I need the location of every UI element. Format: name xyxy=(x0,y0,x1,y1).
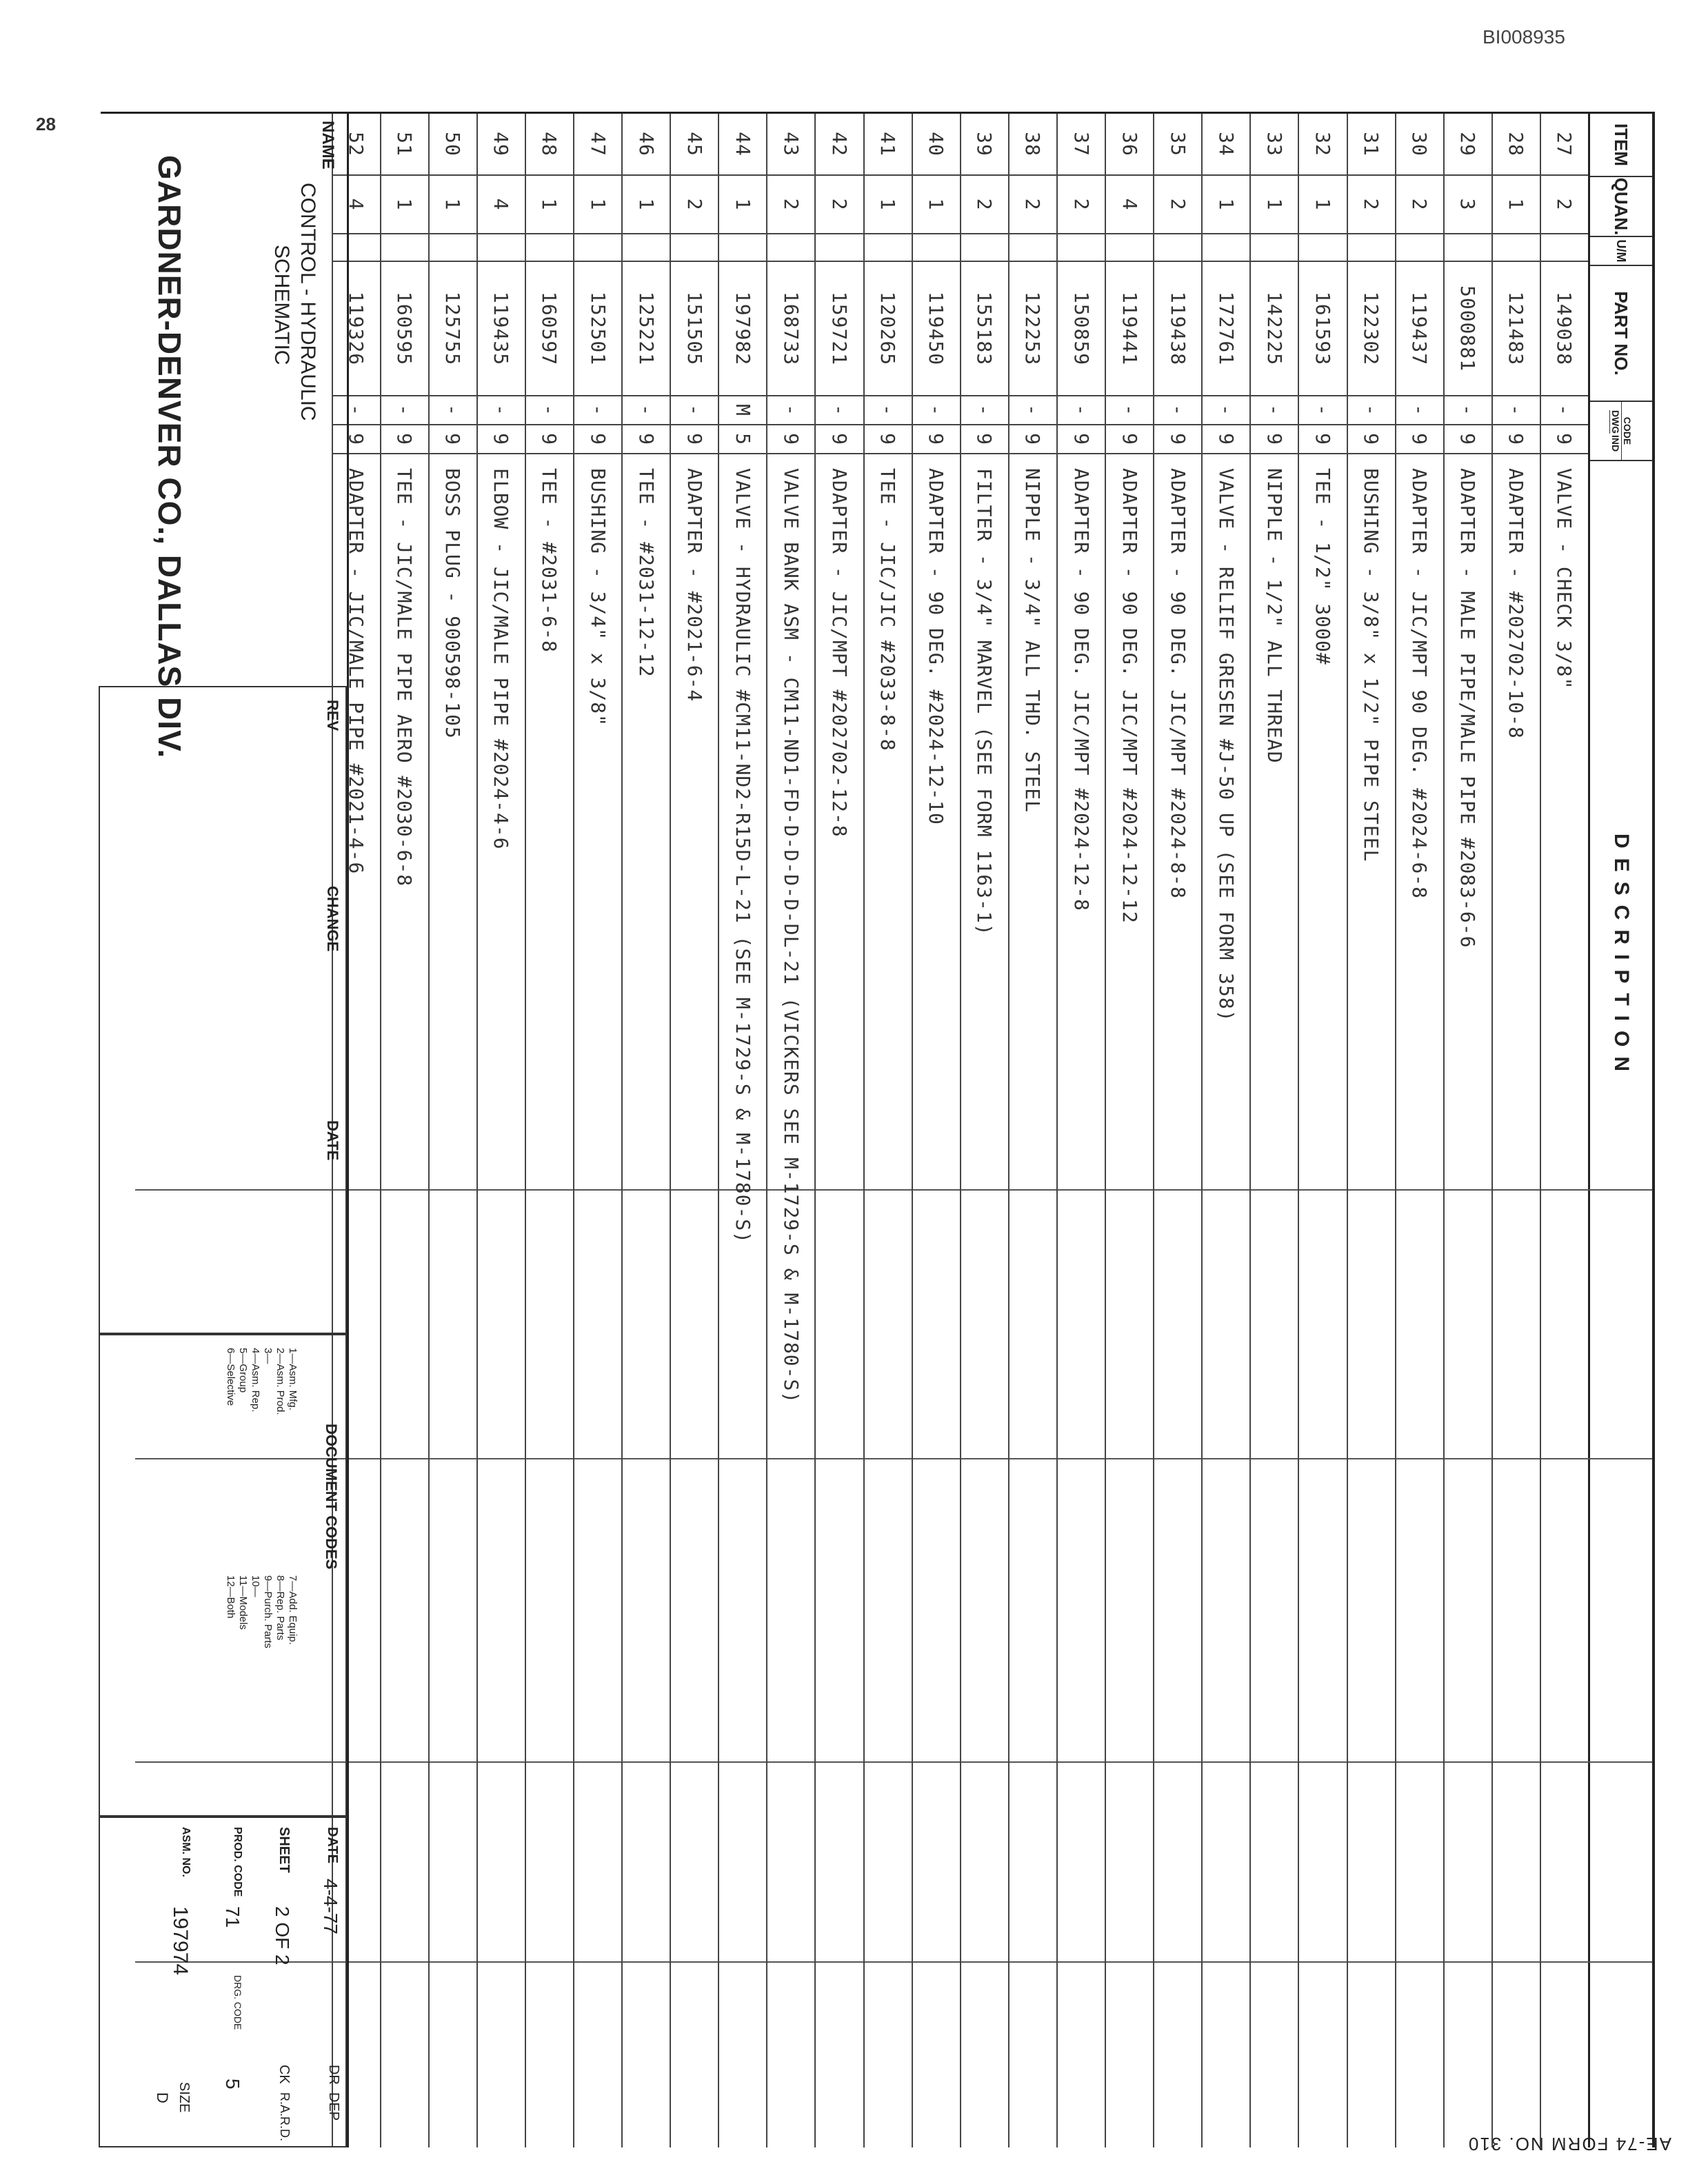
drg-code-value: 5 xyxy=(222,2079,243,2090)
code-dwg-cell: - xyxy=(333,396,380,425)
quantity-cell: 4 xyxy=(333,176,380,234)
table-row xyxy=(621,114,670,2147)
code-ind-cell: 9 xyxy=(865,425,912,454)
title-block xyxy=(99,114,349,2147)
sheet-frame xyxy=(101,112,1655,2147)
quantity-cell: 1 xyxy=(623,176,670,234)
part-number-cell: 168733 xyxy=(767,262,814,396)
ck-label: CK xyxy=(277,2065,292,2084)
document-code-entry: 2—Asm. Prod. xyxy=(274,1348,286,1415)
header-code-ind: IND xyxy=(1610,435,1621,452)
item-cell: 50 xyxy=(430,114,476,176)
quantity-cell: 1 xyxy=(1299,176,1346,234)
sheet-value: 2 OF 2 xyxy=(272,1906,293,1965)
code-dwg-cell: - xyxy=(1154,396,1201,425)
item-cell: 31 xyxy=(1348,114,1395,176)
drawing-name-line2: SCHEMATIC xyxy=(270,245,293,365)
code-dwg-cell: - xyxy=(1203,396,1249,425)
change-label: CHANGE xyxy=(324,886,341,952)
code-dwg-cell: - xyxy=(865,396,912,425)
description-cell: ADAPTER - JIC/MPT #202702-12-8 xyxy=(828,468,852,838)
item-cell: 47 xyxy=(574,114,621,176)
quantity-cell: 2 xyxy=(1541,176,1588,234)
table-row xyxy=(1008,114,1056,2147)
code-dwg-cell: - xyxy=(1058,396,1105,425)
prod-code-label: PROD. CODE xyxy=(232,1827,243,1897)
code-dwg-cell: - xyxy=(767,396,814,425)
quantity-cell: 1 xyxy=(526,176,573,234)
table-row xyxy=(670,114,718,2147)
document-code-entry: 6—Selective xyxy=(225,1348,237,1406)
quantity-cell: 2 xyxy=(1348,176,1395,234)
dr-value: DEP xyxy=(326,2092,341,2121)
quantity-cell: 2 xyxy=(671,176,718,234)
date-col-label: DATE xyxy=(324,1120,341,1161)
code-ind-cell: 9 xyxy=(913,425,960,454)
quantity-cell: 1 xyxy=(865,176,912,234)
table-header xyxy=(1588,114,1652,2147)
um-cell xyxy=(1445,234,1491,262)
part-number-cell: 172761 xyxy=(1203,262,1249,396)
code-dwg-cell: - xyxy=(1493,396,1540,425)
table-row xyxy=(960,114,1008,2147)
margin-mark: 28 xyxy=(36,114,56,134)
code-ind-cell: 9 xyxy=(1445,425,1491,454)
item-cell: 49 xyxy=(478,114,525,176)
code-ind-cell: 9 xyxy=(333,425,380,454)
table-row xyxy=(912,114,960,2147)
header-description: DESCRIPTION xyxy=(1610,833,1633,1082)
size-value: D xyxy=(154,2092,171,2103)
code-ind-cell: 9 xyxy=(574,425,621,454)
part-number-cell: 142225 xyxy=(1251,262,1298,396)
um-cell xyxy=(1396,234,1443,262)
part-number-cell: 5000881 xyxy=(1445,262,1491,396)
table-row xyxy=(1249,114,1298,2147)
code-ind-cell: 9 xyxy=(623,425,670,454)
um-cell xyxy=(961,234,1008,262)
um-cell xyxy=(671,234,718,262)
um-cell xyxy=(1203,234,1249,262)
um-cell xyxy=(574,234,621,262)
part-number-cell: 160597 xyxy=(526,262,573,396)
description-cell: VALVE BANK ASM - CM11-ND1-FD-D-D-D-D-DL-21 (VICKERS SEE M-1729-S & M-1780-S) xyxy=(779,468,803,1404)
quantity-cell: 2 xyxy=(767,176,814,234)
um-cell xyxy=(1154,234,1201,262)
description-cell: ADAPTER - 90 DEG. #2024-12-10 xyxy=(925,468,948,825)
date-label: DATE xyxy=(325,1827,340,1863)
description-cell: ADAPTER - 90 DEG. JIC/MPT #2024-12-8 xyxy=(1069,468,1093,911)
document-code-entry: 9—Purch. Parts xyxy=(262,1575,274,1648)
description-cell: TEE - JIC/MALE PIPE AERO #2030-6-8 xyxy=(393,468,416,887)
document-code-entry: 12—Both xyxy=(225,1575,237,1619)
item-cell: 39 xyxy=(961,114,1008,176)
quantity-cell: 1 xyxy=(913,176,960,234)
company-name: GARDNER-DENVER CO., DALLAS DIV. xyxy=(152,155,188,759)
code-dwg-cell: - xyxy=(1396,396,1443,425)
header-code-label: CODE xyxy=(1621,402,1633,460)
item-cell: 33 xyxy=(1251,114,1298,176)
code-ind-cell: 9 xyxy=(1251,425,1298,454)
part-number-cell: 151505 xyxy=(671,262,718,396)
codes-right-list xyxy=(224,1575,299,1648)
header-part-no: PART NO. xyxy=(1590,266,1652,402)
date-value: 4-4-77 xyxy=(320,1879,341,1934)
table-row xyxy=(525,114,573,2147)
code-dwg-cell: - xyxy=(478,396,525,425)
item-cell: 34 xyxy=(1203,114,1249,176)
table-row xyxy=(1201,114,1249,2147)
quantity-cell: 1 xyxy=(1493,176,1540,234)
item-cell: 37 xyxy=(1058,114,1105,176)
table-row xyxy=(1443,114,1491,2147)
table-row xyxy=(1540,114,1588,2147)
drawing-name-line1: CONTROL - HYDRAULIC xyxy=(297,183,319,421)
description-cell: VALVE - CHECK 3/8" xyxy=(1553,468,1576,690)
code-ind-cell: 9 xyxy=(526,425,573,454)
description-cell: TEE - #2031-6-8 xyxy=(538,468,561,653)
code-ind-cell: 9 xyxy=(816,425,863,454)
item-cell: 51 xyxy=(381,114,428,176)
description-cell: NIPPLE - 1/2" ALL THREAD xyxy=(1263,468,1286,764)
description-cell: BUSHING - 3/8" x 1/2" PIPE STEEL xyxy=(1360,468,1383,862)
document-id: BI008935 xyxy=(1483,26,1565,48)
part-number-cell: 119437 xyxy=(1396,262,1443,396)
description-cell: BOSS PLUG - 900598-105 xyxy=(441,468,465,739)
table-row xyxy=(718,114,766,2147)
item-cell: 41 xyxy=(865,114,912,176)
code-dwg-cell: - xyxy=(1299,396,1346,425)
code-dwg-cell: - xyxy=(1445,396,1491,425)
part-number-cell: 119438 xyxy=(1154,262,1201,396)
item-cell: 45 xyxy=(671,114,718,176)
code-dwg-cell: M xyxy=(719,396,766,425)
code-ind-cell: 9 xyxy=(1106,425,1153,454)
quantity-cell: 1 xyxy=(1203,176,1249,234)
description-cell: TEE - JIC/JIC #2033-8-8 xyxy=(876,468,900,751)
document-code-entry: 10— xyxy=(250,1575,261,1597)
code-ind-cell: 9 xyxy=(430,425,476,454)
description-cell: VALVE - RELIEF GRESEN #J-50 UP (SEE FORM 358) xyxy=(1214,468,1238,1022)
item-cell: 30 xyxy=(1396,114,1443,176)
code-dwg-cell: - xyxy=(671,396,718,425)
code-ind-cell: 9 xyxy=(961,425,1008,454)
item-cell: 32 xyxy=(1299,114,1346,176)
um-cell xyxy=(767,234,814,262)
um-cell xyxy=(526,234,573,262)
table-row xyxy=(1056,114,1105,2147)
part-number-cell: 119435 xyxy=(478,262,525,396)
table-row xyxy=(815,114,863,2147)
quantity-cell: 2 xyxy=(1154,176,1201,234)
part-number-cell: 125755 xyxy=(430,262,476,396)
description-cell: FILTER - 3/4" MARVEL (SEE FORM 1163-1) xyxy=(973,468,996,936)
document-code-entry: 4—Asm. Rep. xyxy=(250,1348,261,1413)
description-cell: ADAPTER - JIC/MALE PIPE #2021-4-6 xyxy=(345,468,368,875)
item-cell: 42 xyxy=(816,114,863,176)
size-label: SIZE xyxy=(177,2082,192,2113)
item-cell: 38 xyxy=(1009,114,1056,176)
table-row xyxy=(428,114,476,2147)
code-dwg-cell: - xyxy=(574,396,621,425)
part-number-cell: 122253 xyxy=(1009,262,1056,396)
header-quan: QUAN. xyxy=(1590,177,1652,237)
table-row xyxy=(476,114,525,2147)
document-code-entry: 1—Asm. Mfg. xyxy=(287,1348,299,1410)
quantity-cell: 2 xyxy=(816,176,863,234)
description-cell: ADAPTER - #202702-10-8 xyxy=(1505,468,1528,739)
name-label: NAME xyxy=(319,121,337,170)
parts-table-body xyxy=(332,114,1588,2147)
um-cell xyxy=(913,234,960,262)
quantity-cell: 4 xyxy=(1106,176,1153,234)
quantity-cell: 1 xyxy=(381,176,428,234)
document-code-entry: 5—Group xyxy=(237,1348,249,1393)
code-ind-cell: 9 xyxy=(1299,425,1346,454)
dr-label: DR xyxy=(326,2065,341,2085)
description-cell: ADAPTER - 90 DEG. JIC/MPT #2024-8-8 xyxy=(1166,468,1189,900)
ck-value: R.A.R.D. xyxy=(278,2092,292,2142)
code-ind-cell: 9 xyxy=(671,425,718,454)
part-number-cell: 122302 xyxy=(1348,262,1395,396)
code-dwg-cell: - xyxy=(1541,396,1588,425)
code-ind-cell: 9 xyxy=(1203,425,1249,454)
table-row xyxy=(1105,114,1153,2147)
item-cell: 28 xyxy=(1493,114,1540,176)
part-number-cell: 159721 xyxy=(816,262,863,396)
item-cell: 44 xyxy=(719,114,766,176)
code-dwg-cell: - xyxy=(381,396,428,425)
description-cell: ELBOW - JIC/MALE PIPE #2024-4-6 xyxy=(490,468,513,850)
um-cell xyxy=(430,234,476,262)
part-number-cell: 197982 xyxy=(719,262,766,396)
um-cell xyxy=(1348,234,1395,262)
code-dwg-cell: - xyxy=(623,396,670,425)
document-codes-block xyxy=(99,1334,347,1817)
quantity-cell: 1 xyxy=(430,176,476,234)
description-cell: ADAPTER - JIC/MPT 90 DEG. #2024-6-8 xyxy=(1408,468,1431,900)
item-cell: 36 xyxy=(1106,114,1153,176)
rev-label: REV xyxy=(324,700,341,731)
code-dwg-cell: - xyxy=(1009,396,1056,425)
code-dwg-cell: - xyxy=(1251,396,1298,425)
header-code-dwg: DWG xyxy=(1610,410,1621,434)
description-cell: ADAPTER - MALE PIPE/MALE PIPE #2083-6-6 xyxy=(1456,468,1480,949)
um-cell xyxy=(1299,234,1346,262)
um-cell xyxy=(865,234,912,262)
code-ind-cell: 9 xyxy=(478,425,525,454)
form-number-label: AE-74 FORM NO. 310 xyxy=(1467,2134,1671,2154)
quantity-cell: 1 xyxy=(1251,176,1298,234)
table-row xyxy=(380,114,428,2147)
codes-left-list xyxy=(224,1348,299,1415)
header-code xyxy=(1590,402,1652,461)
code-dwg-cell: - xyxy=(1106,396,1153,425)
table-row xyxy=(766,114,814,2147)
um-cell xyxy=(1541,234,1588,262)
code-dwg-cell: - xyxy=(913,396,960,425)
code-dwg-cell: - xyxy=(430,396,476,425)
item-cell: 52 xyxy=(333,114,380,176)
table-row xyxy=(1395,114,1443,2147)
part-number-cell: 152501 xyxy=(574,262,621,396)
description-cell: VALVE - HYDRAULIC #CM11-ND2-R15D-L-21 (SEE M-1729-S & M-1780-S) xyxy=(731,468,754,1244)
um-cell xyxy=(1493,234,1540,262)
document-code-entry: 7—Add. Equip. xyxy=(287,1575,299,1645)
quantity-cell: 3 xyxy=(1445,176,1491,234)
code-ind-cell: 9 xyxy=(1348,425,1395,454)
part-number-cell: 121483 xyxy=(1493,262,1540,396)
part-number-cell: 160595 xyxy=(381,262,428,396)
code-dwg-cell: - xyxy=(1348,396,1395,425)
doc-codes-label: DOCUMENT CODES xyxy=(323,1424,340,1570)
part-number-cell: 120265 xyxy=(865,262,912,396)
table-row xyxy=(1347,114,1395,2147)
um-cell xyxy=(381,234,428,262)
drg-code-label: DRG. CODE xyxy=(232,1975,243,2030)
table-row xyxy=(863,114,912,2147)
code-dwg-cell: - xyxy=(961,396,1008,425)
header-um: U/M xyxy=(1590,237,1652,266)
table-row xyxy=(573,114,621,2147)
table-row xyxy=(1153,114,1201,2147)
item-cell: 27 xyxy=(1541,114,1588,176)
quantity-cell: 4 xyxy=(478,176,525,234)
document-code-entry: 3— xyxy=(262,1348,274,1364)
parts-list-sheet xyxy=(101,112,1655,2147)
revision-block xyxy=(99,686,347,1334)
um-cell xyxy=(1058,234,1105,262)
code-dwg-cell: - xyxy=(526,396,573,425)
quantity-cell: 2 xyxy=(961,176,1008,234)
code-ind-cell: 9 xyxy=(1009,425,1056,454)
code-ind-cell: 9 xyxy=(1493,425,1540,454)
part-number-cell: 119450 xyxy=(913,262,960,396)
part-number-cell: 155183 xyxy=(961,262,1008,396)
description-cell: BUSHING - 3/4" x 3/8" xyxy=(586,468,610,727)
part-number-cell: 119441 xyxy=(1106,262,1153,396)
quantity-cell: 2 xyxy=(1058,176,1105,234)
code-ind-cell: 9 xyxy=(1154,425,1201,454)
description-cell: NIPPLE - 3/4" ALL THD. STEEL xyxy=(1021,468,1045,813)
document-code-entry: 11—Models xyxy=(237,1575,249,1630)
code-dwg-cell: - xyxy=(816,396,863,425)
part-number-cell: 119326 xyxy=(333,262,380,396)
code-ind-cell: 9 xyxy=(767,425,814,454)
quantity-cell: 2 xyxy=(1009,176,1056,234)
code-ind-cell: 5 xyxy=(719,425,766,454)
item-cell: 40 xyxy=(913,114,960,176)
asm-no-value: 197974 xyxy=(169,1906,192,1976)
part-number-cell: 125221 xyxy=(623,262,670,396)
um-cell xyxy=(1009,234,1056,262)
part-number-cell: 149038 xyxy=(1541,262,1588,396)
um-cell xyxy=(816,234,863,262)
part-number-cell: 150859 xyxy=(1058,262,1105,396)
um-cell xyxy=(719,234,766,262)
part-number-cell: 161593 xyxy=(1299,262,1346,396)
item-cell: 43 xyxy=(767,114,814,176)
description-cell: ADAPTER - 90 DEG. JIC/MPT #2024-12-12 xyxy=(1118,468,1141,924)
item-cell: 46 xyxy=(623,114,670,176)
header-item: ITEM xyxy=(1590,114,1652,177)
code-ind-cell: 9 xyxy=(1396,425,1443,454)
item-cell: 29 xyxy=(1445,114,1491,176)
quantity-cell: 1 xyxy=(574,176,621,234)
um-cell xyxy=(478,234,525,262)
prod-code-value: 71 xyxy=(222,1906,243,1928)
quantity-cell: 1 xyxy=(719,176,766,234)
sheet-label: SHEET xyxy=(277,1827,292,1873)
um-cell xyxy=(623,234,670,262)
code-ind-cell: 9 xyxy=(1541,425,1588,454)
item-cell: 48 xyxy=(526,114,573,176)
table-row xyxy=(1491,114,1540,2147)
code-ind-cell: 9 xyxy=(381,425,428,454)
item-cell: 35 xyxy=(1154,114,1201,176)
description-cell: ADAPTER - #2021-6-4 xyxy=(683,468,706,702)
quantity-cell: 2 xyxy=(1396,176,1443,234)
description-cell: TEE - 1/2" 3000# xyxy=(1311,468,1334,665)
um-cell xyxy=(1106,234,1153,262)
asm-no-label: ASM. NO. xyxy=(180,1827,192,1877)
um-cell xyxy=(1251,234,1298,262)
sheet-info-block xyxy=(99,1817,347,2147)
document-code-entry: 8—Rep. Parts xyxy=(274,1575,286,1641)
table-row xyxy=(1298,114,1346,2147)
description-cell: TEE - #2031-12-12 xyxy=(634,468,658,678)
code-ind-cell: 9 xyxy=(1058,425,1105,454)
